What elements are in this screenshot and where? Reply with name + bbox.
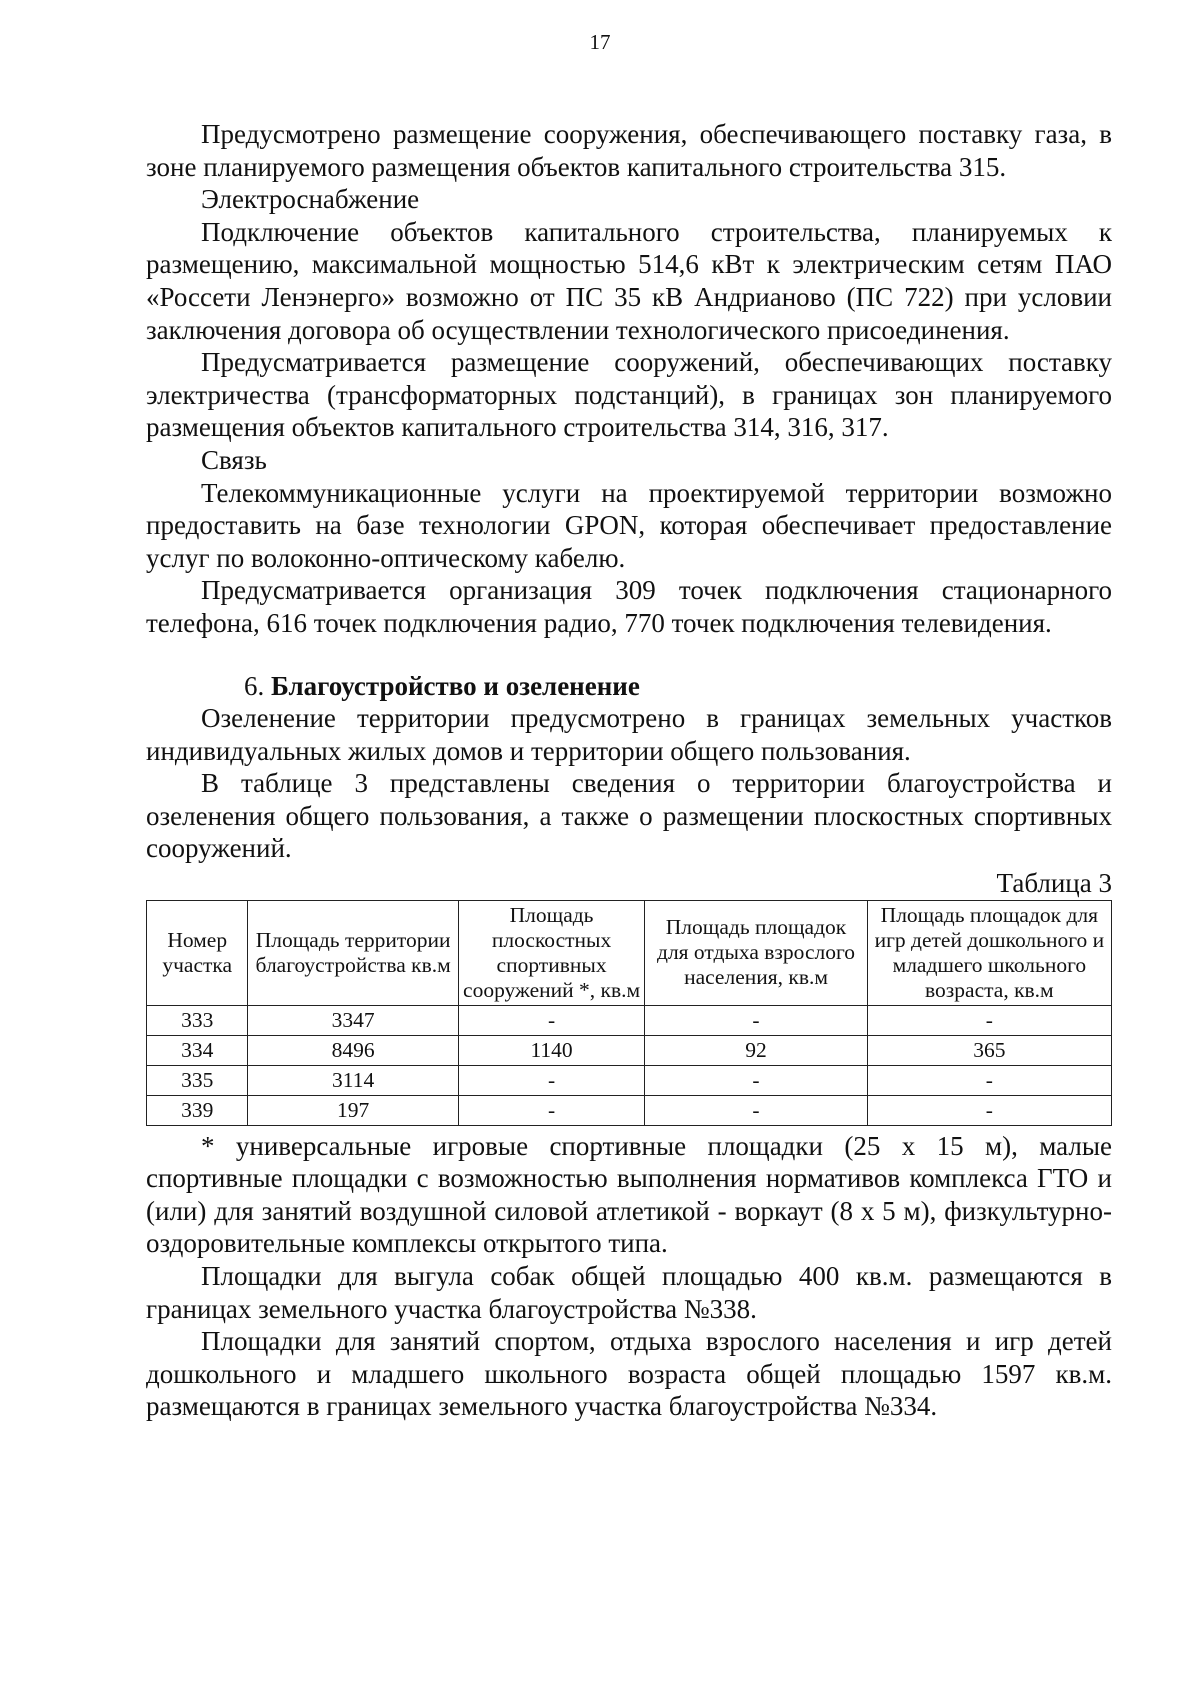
- table-header-row: [147, 900, 1112, 1005]
- cell-plot-number: 339: [147, 1095, 248, 1125]
- section-title: Благоустройство и озеленение: [271, 670, 640, 701]
- cell-children-play-area: -: [867, 1005, 1111, 1035]
- header-adult-rest-area: Площадь площадок для отдыха взрослого населения, кв.м: [645, 900, 867, 1005]
- paragraph-telecom: Телекоммуникационные услуги на проектируемой территории возможно предоставить на базе технологии GPON, которая обеспечивает предоставление услуг по волоконно-оптическому кабелю.: [146, 477, 1112, 573]
- cell-plot-number: 334: [147, 1035, 248, 1065]
- header-children-play-area: Площадь площадок для игр детей дошкольного и младшего школьного возраста, кв.м: [867, 900, 1111, 1005]
- cell-improvement-area: 8496: [248, 1035, 458, 1065]
- header-improvement-area: Площадь территории благоустройства кв.м: [248, 900, 458, 1005]
- cell-improvement-area: 197: [248, 1095, 458, 1125]
- cell-plot-number: 333: [147, 1005, 248, 1035]
- paragraph-table-intro: В таблице 3 представлены сведения о территории благоустройства и озеленения общего пользования, а также о размещении плоскостных спортивных сооружений.: [146, 768, 1112, 864]
- paragraph-plot-334: Площадки для занятий спортом, отдыха взрослого населения и игр детей дошкольного и младшего школьного возраста общей площадью 1597 кв.м. размещаются в границах земельного участка благоустройства №334.: [146, 1326, 1112, 1422]
- paragraph-power-connection: Подключение объектов капитального строительства, планируемых к размещению, максимальной мощностью 514,6 кВт к электрическим сетям ПАО «Россети Ленэнерго» возможно от ПС 35 кВ Андрианово (ПС 722) при условии заключения договора об осуществлении технологического присоединения.: [146, 216, 1112, 345]
- cell-sports-area: -: [458, 1095, 644, 1125]
- cell-adult-rest-area: -: [645, 1095, 867, 1125]
- cell-sports-area: -: [458, 1005, 644, 1035]
- paragraph-gas: Предусмотрено размещение сооружения, обеспечивающего поставку газа, в зоне планируемого размещения объектов капитального строительства 315.: [146, 119, 1112, 182]
- cell-sports-area: -: [458, 1065, 644, 1095]
- page-number: 17: [589, 30, 611, 54]
- section-number: 6.: [244, 670, 265, 701]
- table-caption: Таблица 3: [996, 868, 1112, 899]
- cell-plot-number: 335: [147, 1065, 248, 1095]
- cell-adult-rest-area: -: [645, 1065, 867, 1095]
- paragraph-greening: Озеленение территории предусмотрено в границах земельных участков индивидуальных жилых домов и территории общего пользования.: [146, 703, 1112, 766]
- table-row: [147, 1035, 1112, 1065]
- section-heading: [146, 670, 1112, 703]
- cell-children-play-area: -: [867, 1095, 1111, 1125]
- cell-adult-rest-area: 92: [645, 1035, 867, 1065]
- cell-children-play-area: 365: [867, 1035, 1111, 1065]
- header-plot-number: Номер участка: [147, 900, 248, 1005]
- paragraph-dog-areas: Площадки для выгула собак общей площадью 400 кв.м. размещаются в границах земельного участка благоустройства №338.: [146, 1261, 1112, 1324]
- subheading-power-supply: Электроснабжение: [201, 184, 420, 215]
- document-body: [146, 118, 1112, 1423]
- cell-improvement-area: 3347: [248, 1005, 458, 1035]
- footnote-sports-facilities: * универсальные игровые спортивные площадки (25 x 15 м), малые спортивные площадки с возможностью выполнения нормативов комплекса ГТО и (или) для занятий воздушной силовой атлетикой - воркаут (8 x 5 м), физкультурно-оздоровительные комплексы открытого типа.: [146, 1130, 1112, 1259]
- header-sports-area: Площадь плоскостных спортивных сооружений *, кв.м: [458, 900, 644, 1005]
- paragraph-substations: Предусматривается размещение сооружений, обеспечивающих поставку электричества (трансформаторных подстанций), в границах зон планируемого размещения объектов капитального строительства 314, 316, 317.: [146, 347, 1112, 443]
- cell-sports-area: 1140: [458, 1035, 644, 1065]
- cell-improvement-area: 3114: [248, 1065, 458, 1095]
- table-row: [147, 1095, 1112, 1125]
- subheading-communication: Связь: [201, 444, 267, 475]
- improvement-table: [146, 900, 1112, 1126]
- cell-children-play-area: -: [867, 1065, 1111, 1095]
- cell-adult-rest-area: -: [645, 1005, 867, 1035]
- table-row: [147, 1065, 1112, 1095]
- paragraph-connection-points: Предусматривается организация 309 точек подключения стационарного телефона, 616 точек подключения радио, 770 точек подключения телевидения.: [146, 575, 1112, 638]
- table-row: [147, 1005, 1112, 1035]
